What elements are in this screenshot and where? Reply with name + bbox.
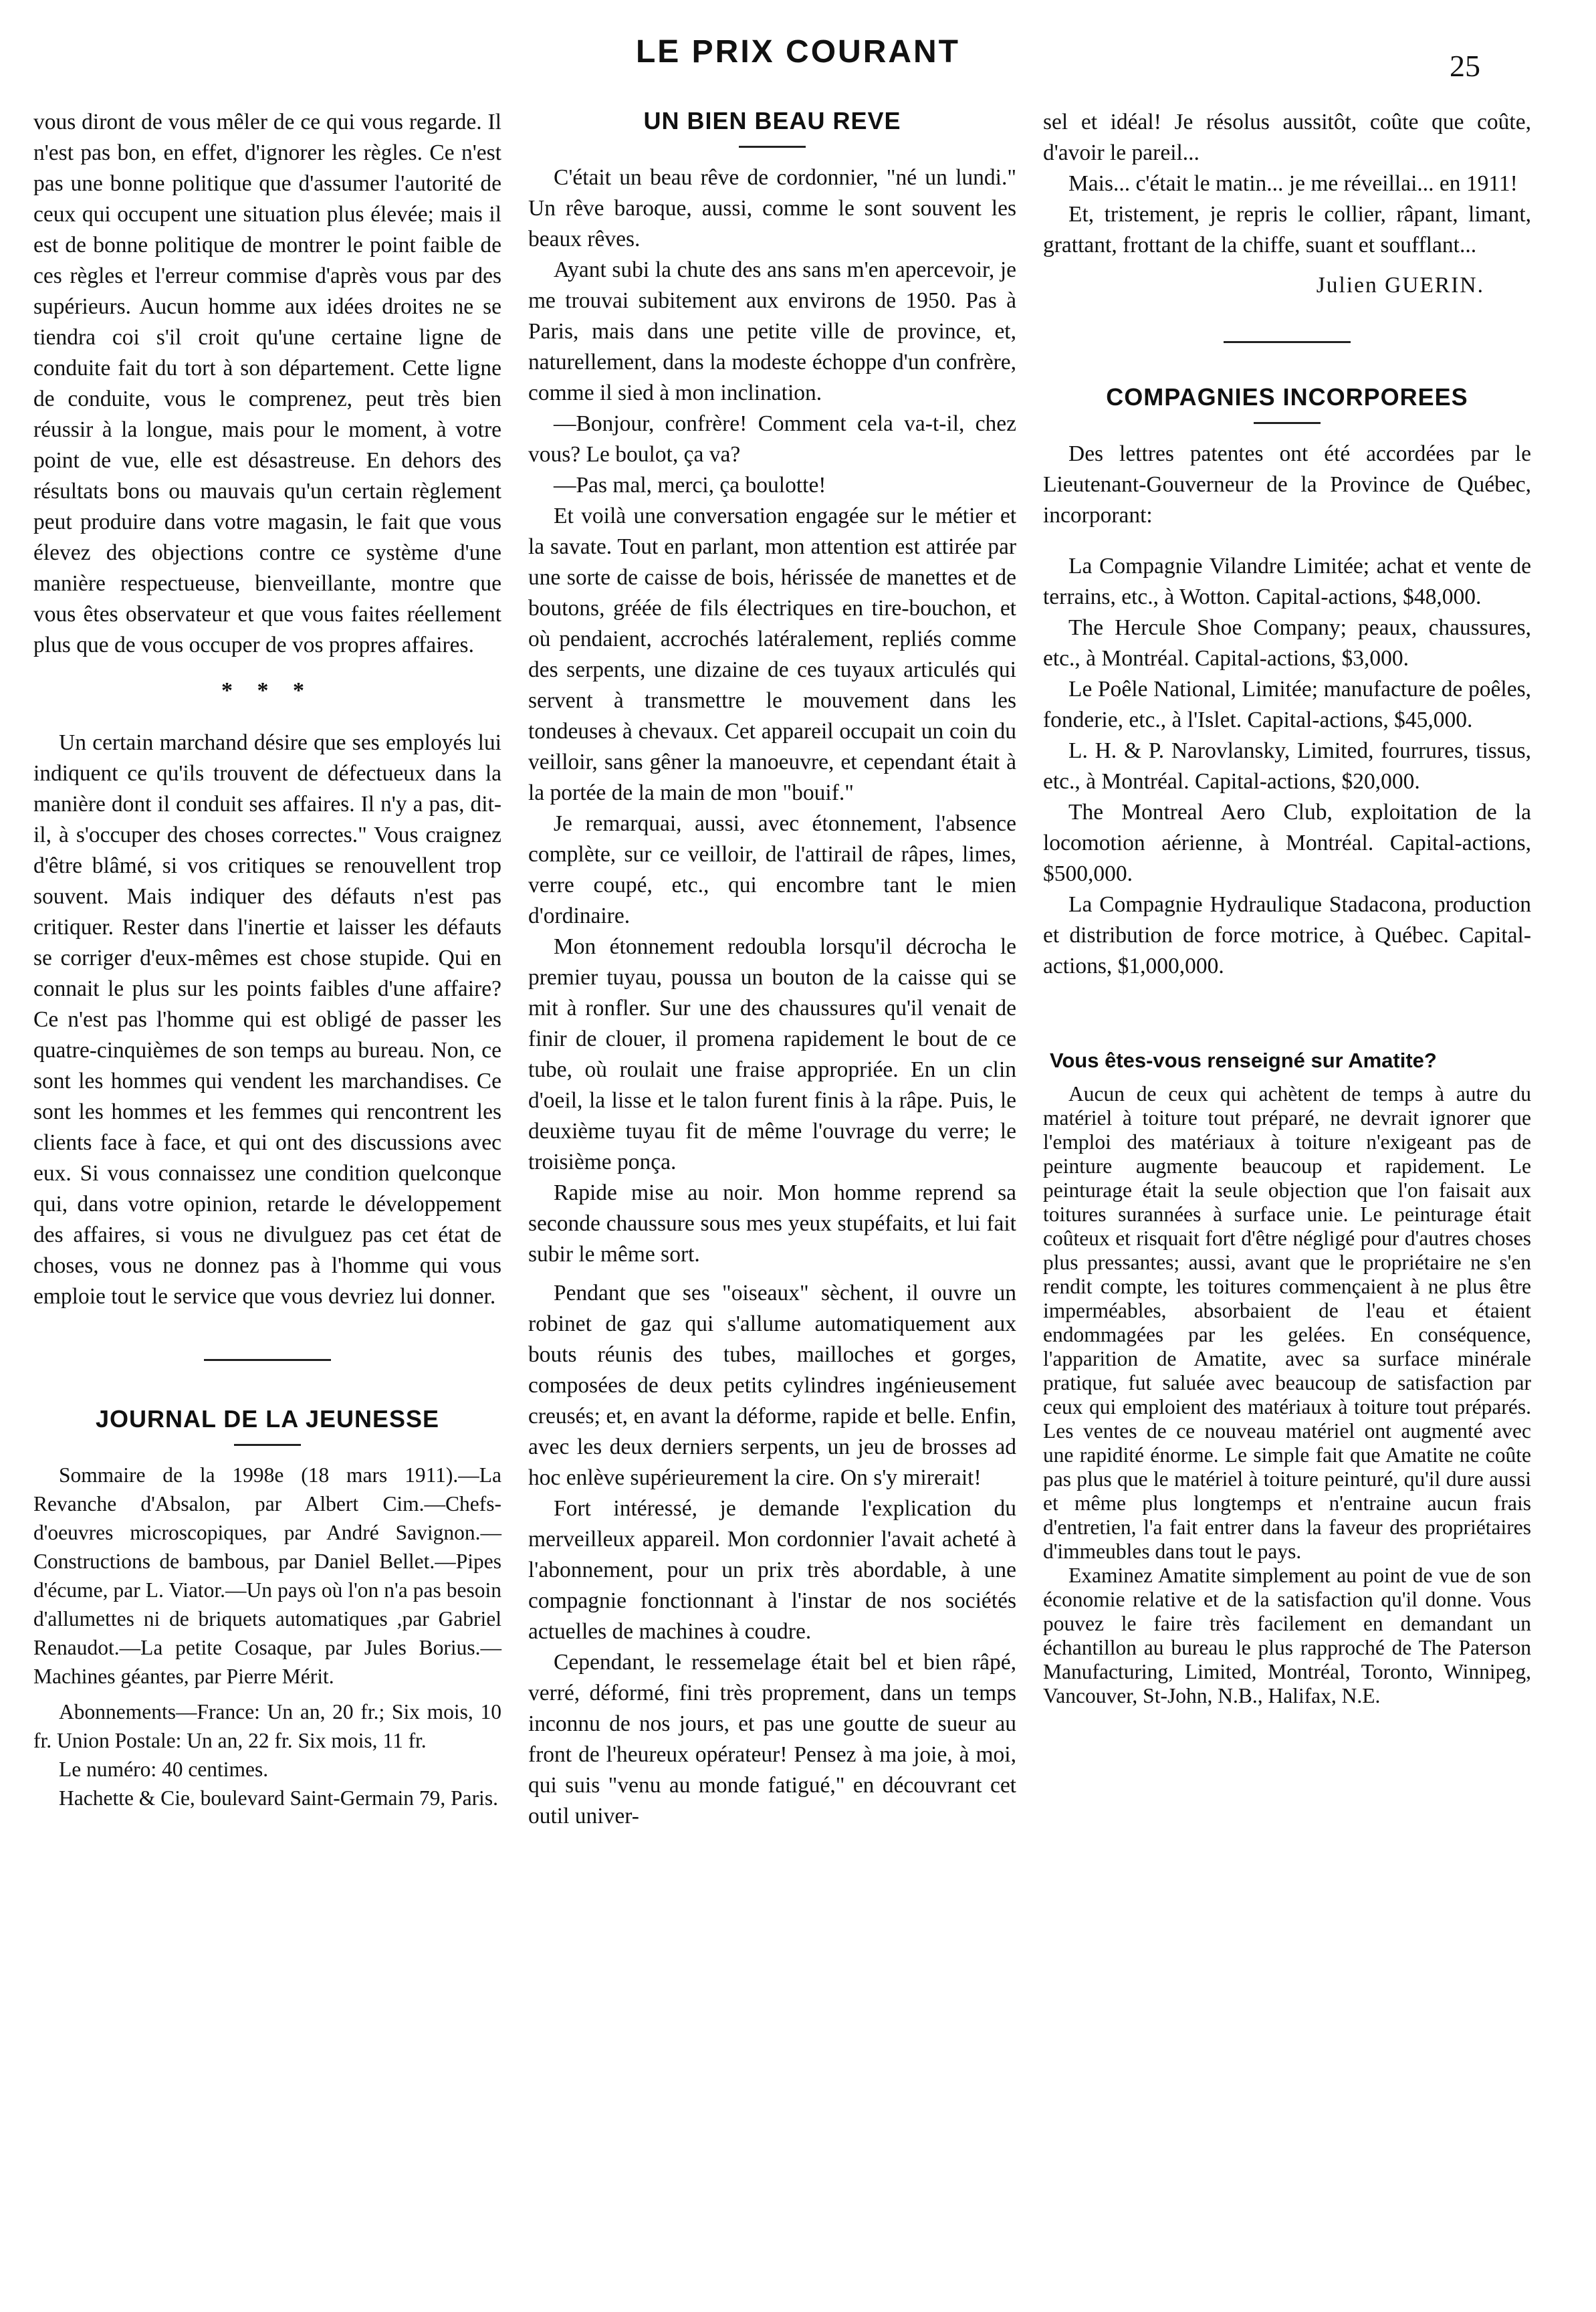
article-paragraph: Ayant subi la chute des ans sans m'en apercevoir, je me trouvai subitement aux environs de 1950. Pas à Paris, mais dans une petite ville de province, et, naturellement, dans la modeste échoppe d'un confrère, comme il sied à mon inclination. xyxy=(528,257,1016,405)
article-paragraph: Fort intéressé, je demande l'explication du merveilleux appareil. Mon cordonnier l'avait acheté à l'abonnement, pour un prix très abordable, à une compagnie fonctionnant à l'instar de nos sociétés actuelles de machines à coudre. xyxy=(528,1496,1016,1644)
company-entry: La Compagnie Vilandre Limitée; achat et vente de terrains, etc., à Wotton. Capital-actions, $48,000. xyxy=(1043,554,1531,609)
title-underline xyxy=(739,146,806,148)
article-paragraph: Cependant, le ressemelage était bel et bien râpé, verré, déformé, fini très proprement, dans un temps inconnu de nos jours, et pas une goutte de sueur au front de l'heureux opérateur! Pensez à ma joie, à moi, qui suis "venu au monde fatigué," en découvrant cet outil univer- xyxy=(528,1650,1016,1828)
company-entry: L. H. & P. Narovlansky, Limited, fourrures, tissus, etc., à Montréal. Capital-actions, $20,000. xyxy=(1043,738,1531,794)
section-title-reve: UN BIEN BEAU REVE xyxy=(643,107,901,134)
article-paragraph: Je remarquai, aussi, avec étonnement, l'absence complète, sur ce veilloir, de l'attirail de râpes, limes, verre coupé, etc., qui encombre tant le mien d'ordinaire. xyxy=(528,811,1016,928)
title-underline xyxy=(234,1444,301,1446)
journal-summary: Sommaire de la 1998e (18 mars 1911).—La Revanche d'Absalon, par Albert Cim.—Chefs-d'oeuvres microscopiques, par André Savignon.—Constructions de bambous, par Daniel Bellet.—Pipes d'écume, par L. Viator.—Un pays où l'on n'a pas besoin d'allumettes ni de briquets automatiques ,par Gabriel Renaudot.—La petite Cosaque, par Jules Borius.—Machines géantes, par Pierre Mérit. xyxy=(33,1463,501,1688)
company-entry: La Compagnie Hydraulique Stadacona, production et distribution de force motrice, à Québec. Capital-actions, $1,000,000. xyxy=(1043,892,1531,978)
article-paragraph: sel et idéal! Je résolus aussitôt, coûte que coûte, d'avoir le pareil... xyxy=(1043,110,1531,165)
companies-intro: Des lettres patentes ont été accordées par le Lieutenant-Gouverneur de la Province de Québec, incorporant: xyxy=(1043,441,1531,528)
section-title-amatite: Vous êtes-vous renseigné sur Amatite? xyxy=(1050,1049,1437,1072)
article-paragraph: Aucun de ceux qui achètent de temps à autre du matériel à toiture tout préparé, ne devrait ignorer que l'emploi des matériaux à toiture n'exigeant pas de peinture augmente beaucoup et rapidement. Le peinturage était la seule objection que l'on faisait aux toitures surannées à surface unie. Le peinturage était coûteux et risquait fort d'être négligé pour d'autres choses plus pressantes; aussi, avant que le propriétaire ne s'en rendit compte, les toitures commençaient à ne plus être imperméables, absorbaient de l'eau et étaient endommagées par les gelées. En conséquence, l'apparition de Amatite, avec sa surface minérale pratique, fut saluée avec beaucoup de satisfaction par ceux qui emploient des matériaux à toiture tout préparés. Les ventes de ce nouveau matériel ont augmenté avec une rapidité énorme. Le simple fait que Amatite ne coûte pas plus que le matériel à toiture peinturé, qu'il dure aussi et même plus longtemps et n'entraine aucun frais d'entretien, l'a fait entrer dans la faveur des propriétaires d'immeubles dans tout le pays. xyxy=(1043,1082,1531,1563)
section-title-journal: JOURNAL DE LA JEUNESSE xyxy=(95,1405,440,1433)
article-paragraph: Rapide mise au noir. Mon homme reprend sa seconde chaussure sous mes yeux stupéfaits, et lui fait subir le même sort. xyxy=(528,1180,1016,1267)
journal-subscription: Abonnements—France: Un an, 20 fr.; Six mois, 10 fr. Union Postale: Un an, 22 fr. Six mois, 11 fr. xyxy=(33,1700,501,1752)
article-paragraph: Examinez Amatite simplement au point de vue de son économie relative et de la satisfaction qu'il donne. Vous pouvez le faire très facilement en demandant un échantillon au bureau le plus rapproché de The Paterson Manufacturing, Limited, Montréal, Toronto, Winnipeg, Vancouver, St-John, N.B., Halifax, N.E. xyxy=(1043,1564,1531,1707)
page-number: 25 xyxy=(1450,49,1480,83)
article-paragraph: Et, tristement, je repris le collier, râpant, limant, grattant, frottant de la chiffe, suant et soufflant... xyxy=(1043,202,1531,257)
author-signature: Julien GUERIN. xyxy=(1316,273,1484,298)
article-paragraph: Mais... c'était le matin... je me réveillai... en 1911! xyxy=(1068,171,1518,196)
section-break-stars: * * * xyxy=(221,678,314,703)
article-paragraph: Et voilà une conversation engagée sur le métier et la savate. Tout en parlant, mon attention est attirée par une sorte de caisse de bois, hérissée de manettes et de boutons, gréée de fils électriques en tire-bouchon, et où pendaient, accrochés latéralement, repliés comme des serpents, une dizaine de ces tuyaux articulés qui servent à transmettre le mouvement dans les tondeuses à chevaux. Cet appareil occupait un coin du veilloir, sans gêner la manoeuvre, et cependant était à la portée de la main de mon "bouif." xyxy=(528,504,1016,805)
amatite-article xyxy=(1043,1082,1531,1708)
title-underline xyxy=(1254,422,1321,424)
company-entry: The Montreal Aero Club, exploitation de la locomotion aérienne, à Montréal. Capital-actions, $500,000. xyxy=(1043,800,1531,886)
article-paragraph: Pendant que ses "oiseaux" sèchent, il ouvre un robinet de gaz qui s'allume automatiquement aux bouts réunis des tubes, mailloches et gorges, composées de deux petits cylindres ingénieusement creusés; et, en avant la déforme, rapide et belle. Enfin, avec les deux derniers serpents, un jeu de brosses ad hoc enlève supérieurement la cire. On s'y mirerait! xyxy=(528,1281,1016,1490)
journal-publisher: Hachette & Cie, boulevard Saint-Germain 79, Paris. xyxy=(59,1786,498,1810)
company-entry: The Hercule Shoe Company; peaux, chaussures, etc., à Montréal. Capital-actions, $3,000. xyxy=(1043,615,1531,671)
article-paragraph: —Pas mal, merci, ça boulotte! xyxy=(554,473,826,498)
article-paragraph: C'était un beau rêve de cordonnier, "né un lundi." Un rêve baroque, aussi, comme le sont souvent les beaux rêves. xyxy=(528,165,1016,251)
article-paragraph: Un certain marchand désire que ses employés lui indiquent ce qu'ils trouvent de défectueux dans la manière dont il conduit ses affaires. Il n'y a pas, dit-il, à s'occuper des choses correctes." Vous craignez d'être blâmé, si vos critiques se renouvellent trop souvent. Mais indiquer des défauts n'est pas critiquer. Rester dans l'inertie et laisser les défauts se corriger d'eux-mêmes est chose stupide. Qui en connait le plus sur les points faibles d'une affaire? Ce n'est pas l'homme qui est obligé de passer les quatre-cinquièmes de son temps au bureau. Non, ce sont les hommes qui vendent les marchandises. Ce sont les hommes et les femmes qui rencontrent les clients face à face, et qui ont des discussions avec eux. Si vous connaissez une condition quelconque qui, dans votre opinion, retarde le développement des affaires, si vous ne divulguez pas cet état de choses, vous ne donnez pas à l'homme qui vous emploie tout le service que vous devriez lui donner. xyxy=(33,730,501,1309)
section-title-compagnies: COMPAGNIES INCORPOREES xyxy=(1106,383,1468,411)
column-middle xyxy=(528,107,1016,1832)
article-paragraph: —Bonjour, confrère! Comment cela va-t-il, chez vous? Le boulot, ça va? xyxy=(528,411,1016,467)
journal-price: Le numéro: 40 centimes. xyxy=(59,1758,269,1781)
column-right xyxy=(1043,107,1531,1708)
article-paragraph: Mon étonnement redoubla lorsqu'il décrocha le premier tuyau, poussa un bouton de la caisse qui se mit à ronfler. Sur une des chaussures qu'il venait de finir de clouer, il promena rapidement le bout de ce tube, où roulait une fraise appropriée. En un clin d'oeil, la lisse et le talon furent finis à la râpe. Puis, le deuxième tuyau fit de même l'ouvrage du verre; le troisième ponça. xyxy=(528,934,1016,1174)
column-left xyxy=(33,107,501,1812)
company-entry: Le Poêle National, Limitée; manufacture de poêles, fonderie, etc., à l'Islet. Capital-actions, $45,000. xyxy=(1043,677,1531,732)
article-paragraph: vous diront de vous mêler de ce qui vous regarde. Il n'est pas bon, en effet, d'ignorer les règles. Ce n'est pas une bonne politique que d'assumer l'autorité de ceux qui occupent une situation plus élevée; mais il est de bonne politique de montrer le point faible de ces règles et l'erreur commise d'après vous par des supérieurs. Aucun homme aux idées droites ne se tiendra coi s'il croit qu'une certaine ligne de conduite fait du tort à son département. Cette ligne de conduite, vous le comprenez, peut très bien réussir à la longue, mais pour le moment, à votre point de vue, elle est désastreuse. En dehors des résultats bons ou mauvais qu'un certain règlement peut produire dans votre magasin, le fait que vous élevez des objections contre ce système d'une manière respectueuse, bienveillante, montre que vous êtes observateur et que vous faites réellement plus que de vous occuper de vos propres affaires. xyxy=(33,110,501,657)
running-header-title: LE PRIX COURANT xyxy=(635,34,960,70)
